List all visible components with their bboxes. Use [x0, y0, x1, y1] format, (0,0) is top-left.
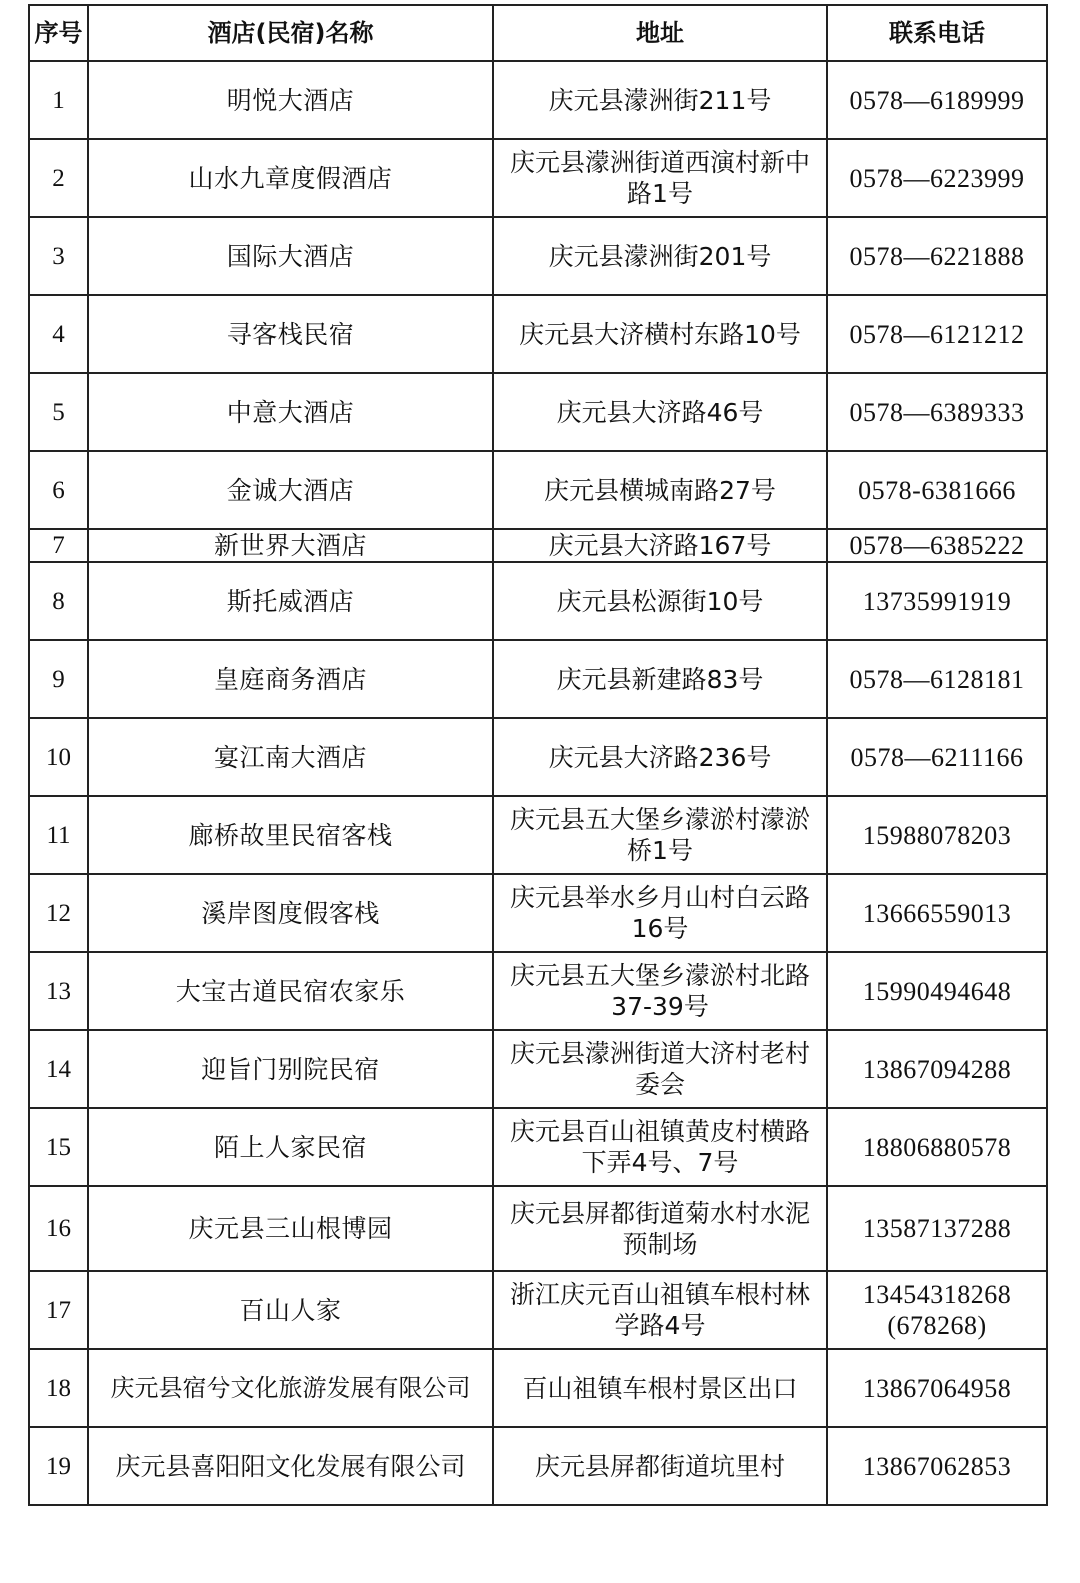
hotel-address: 庆元县百山祖镇黄皮村横路下弄4号、7号 [493, 1108, 827, 1186]
hotel-address: 浙江庆元百山祖镇车根村林学路4号 [493, 1271, 827, 1349]
table-row [29, 640, 1047, 718]
hotel-name: 国际大酒店 [88, 217, 493, 295]
row-index: 19 [29, 1427, 88, 1505]
hotel-phone-extension: (678268) [887, 1311, 987, 1340]
hotel-table-sheet [28, 4, 1046, 1506]
hotel-name: 廊桥故里民宿客栈 [88, 796, 493, 874]
hotel-address: 庆元县屏都街道坑里村 [493, 1427, 827, 1505]
hotel-address: 庆元县濛洲街211号 [493, 61, 827, 139]
hotel-phone: 13867064958 [827, 1349, 1047, 1427]
hotel-phone: 0578—6189999 [827, 61, 1047, 139]
hotel-name: 庆元县三山根博园 [88, 1186, 493, 1271]
row-index: 4 [29, 295, 88, 373]
hotel-name: 寻客栈民宿 [88, 295, 493, 373]
hotel-phone: 18806880578 [827, 1108, 1047, 1186]
table-row [29, 529, 1047, 562]
hotel-name: 山水九章度假酒店 [88, 139, 493, 217]
hotel-phone: 13867094288 [827, 1030, 1047, 1108]
header-address: 地址 [493, 5, 827, 61]
table-row [29, 952, 1047, 1030]
hotel-address: 庆元县松源街10号 [493, 562, 827, 640]
hotel-table [28, 4, 1048, 1506]
hotel-name: 陌上人家民宿 [88, 1108, 493, 1186]
hotel-phone: 15988078203 [827, 796, 1047, 874]
table-row [29, 295, 1047, 373]
row-index: 3 [29, 217, 88, 295]
hotel-address: 庆元县濛洲街道西演村新中路1号 [493, 139, 827, 217]
hotel-address: 庆元县大济路46号 [493, 373, 827, 451]
table-row [29, 61, 1047, 139]
hotel-phone: 13735991919 [827, 562, 1047, 640]
hotel-address: 庆元县五大堡乡濛淤村北路37-39号 [493, 952, 827, 1030]
table-row [29, 1427, 1047, 1505]
hotel-phone: 0578—6389333 [827, 373, 1047, 451]
header-phone: 联系电话 [827, 5, 1047, 61]
hotel-address: 庆元县大济路236号 [493, 718, 827, 796]
row-index: 10 [29, 718, 88, 796]
hotel-phone: 0578—6121212 [827, 295, 1047, 373]
hotel-phone: 0578—6385222 [827, 529, 1047, 562]
hotel-name: 庆元县喜阳阳文化发展有限公司 [88, 1427, 493, 1505]
table-row [29, 1349, 1047, 1427]
hotel-name: 中意大酒店 [88, 373, 493, 451]
header-index: 序号 [29, 5, 88, 61]
row-index: 8 [29, 562, 88, 640]
hotel-phone: 0578-6381666 [827, 451, 1047, 529]
hotel-address: 庆元县濛洲街201号 [493, 217, 827, 295]
hotel-phone: 0578—6128181 [827, 640, 1047, 718]
hotel-address: 庆元县新建路83号 [493, 640, 827, 718]
header-name: 酒店(民宿)名称 [88, 5, 493, 61]
hotel-phone-cell [827, 1271, 1047, 1349]
hotel-phone: 15990494648 [827, 952, 1047, 1030]
hotel-name: 大宝古道民宿农家乐 [88, 952, 493, 1030]
hotel-phone: 13454318268 [862, 1280, 1012, 1309]
hotel-name: 金诚大酒店 [88, 451, 493, 529]
row-index: 13 [29, 952, 88, 1030]
row-index: 5 [29, 373, 88, 451]
table-row [29, 1108, 1047, 1186]
table-row [29, 718, 1047, 796]
hotel-phone: 0578—6221888 [827, 217, 1047, 295]
hotel-name: 宴江南大酒店 [88, 718, 493, 796]
row-index: 7 [29, 529, 88, 562]
row-index: 2 [29, 139, 88, 217]
table-row [29, 139, 1047, 217]
table-row [29, 1271, 1047, 1349]
hotel-address: 庆元县大济路167号 [493, 529, 827, 562]
table-row [29, 562, 1047, 640]
hotel-address: 百山祖镇车根村景区出口 [493, 1349, 827, 1427]
hotel-name: 皇庭商务酒店 [88, 640, 493, 718]
hotel-name: 庆元县宿兮文化旅游发展有限公司 [88, 1349, 493, 1427]
row-index: 12 [29, 874, 88, 952]
table-row [29, 217, 1047, 295]
hotel-phone: 0578—6223999 [827, 139, 1047, 217]
hotel-address: 庆元县濛洲街道大济村老村委会 [493, 1030, 827, 1108]
row-index: 17 [29, 1271, 88, 1349]
row-index: 18 [29, 1349, 88, 1427]
row-index: 15 [29, 1108, 88, 1186]
table-row [29, 373, 1047, 451]
hotel-phone: 13867062853 [827, 1427, 1047, 1505]
row-index: 14 [29, 1030, 88, 1108]
hotel-name: 明悦大酒店 [88, 61, 493, 139]
hotel-address: 庆元县大济横村东路10号 [493, 295, 827, 373]
hotel-address: 庆元县屏都街道菊水村水泥预制场 [493, 1186, 827, 1271]
hotel-phone: 13666559013 [827, 874, 1047, 952]
hotel-address: 庆元县举水乡月山村白云路16号 [493, 874, 827, 952]
hotel-address: 庆元县横城南路27号 [493, 451, 827, 529]
hotel-phone: 13587137288 [827, 1186, 1047, 1271]
hotel-address: 庆元县五大堡乡濛淤村濛淤桥1号 [493, 796, 827, 874]
row-index: 11 [29, 796, 88, 874]
row-index: 1 [29, 61, 88, 139]
table-row [29, 796, 1047, 874]
hotel-name: 迎旨门别院民宿 [88, 1030, 493, 1108]
row-index: 6 [29, 451, 88, 529]
row-index: 9 [29, 640, 88, 718]
table-header-row [29, 5, 1047, 61]
table-row [29, 1030, 1047, 1108]
row-index: 16 [29, 1186, 88, 1271]
hotel-name: 新世界大酒店 [88, 529, 493, 562]
hotel-name: 溪岸图度假客栈 [88, 874, 493, 952]
table-row [29, 451, 1047, 529]
hotel-name: 斯托威酒店 [88, 562, 493, 640]
hotel-name: 百山人家 [88, 1271, 493, 1349]
hotel-phone: 0578—6211166 [827, 718, 1047, 796]
table-row [29, 1186, 1047, 1271]
table-row [29, 874, 1047, 952]
